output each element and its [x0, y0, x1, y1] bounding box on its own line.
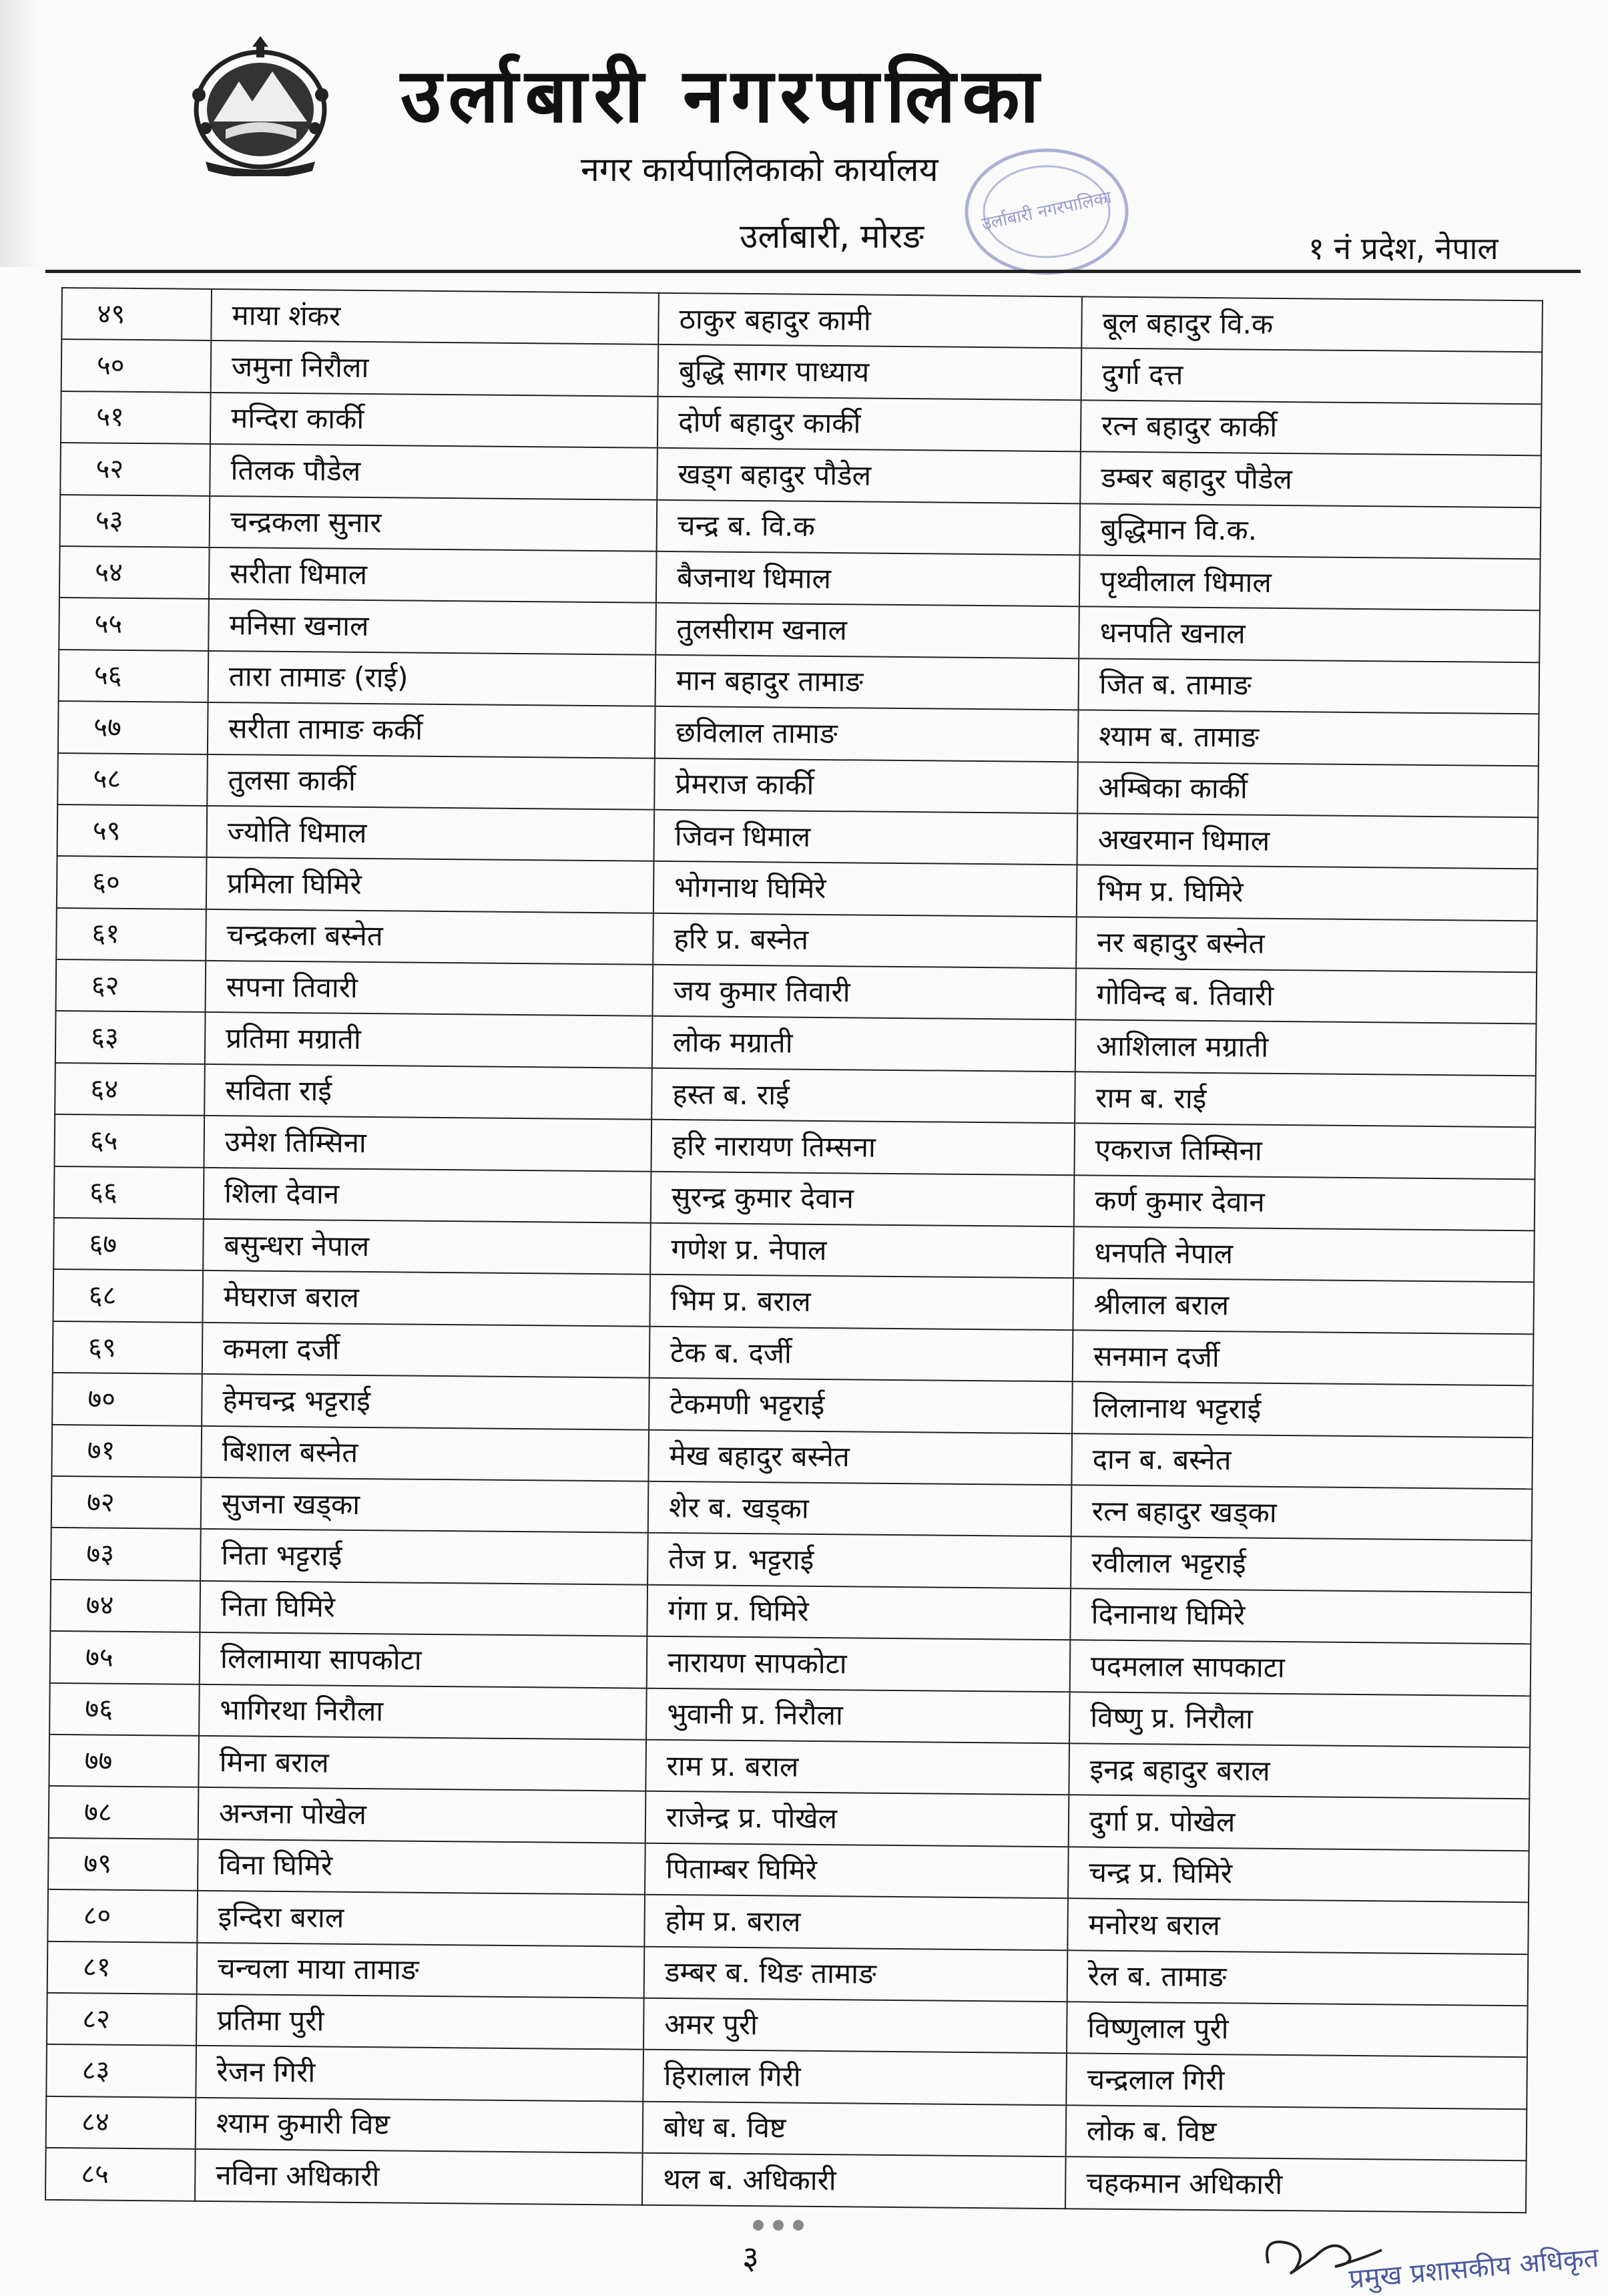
name-cell: तुलसा कार्की [207, 754, 655, 809]
father-name-cell: गंगा प्र. घिमिरे [647, 1585, 1071, 1640]
father-name-cell: लोक मग्राती [652, 1016, 1076, 1072]
stamp-text: उर्लाबारी नगरपालिका [979, 187, 1113, 235]
serial-number-cell: ७९ [48, 1838, 198, 1891]
father-name-cell: मान बहादुर तामाङ [655, 655, 1079, 710]
grandfather-name-cell: दुर्गा दत्त [1081, 349, 1543, 404]
name-cell: चन्द्रकला बस्नेत [206, 909, 653, 965]
serial-number-cell: ६५ [55, 1114, 205, 1167]
father-name-cell: तुलसीराम खनाल [655, 603, 1079, 658]
serial-number-cell: ८२ [47, 1993, 197, 2046]
serial-number-cell: ६४ [55, 1063, 205, 1116]
name-cell: रेजन गिरी [196, 2046, 643, 2101]
name-cell: नविना अधिकारी [195, 2149, 643, 2205]
father-name-cell: होम प्र. बराल [644, 1895, 1068, 1950]
serial-number-cell: ७८ [49, 1786, 199, 1839]
name-cell: भागिरथा निरौला [199, 1684, 647, 1739]
nepal-emblem-icon [179, 35, 342, 176]
grandfather-name-cell: दिनानाथ घिमिरे [1070, 1588, 1531, 1644]
grandfather-name-cell: राम ब. राई [1075, 1072, 1536, 1127]
grandfather-name-cell: धनपति खनाल [1079, 607, 1540, 662]
father-name-cell: हरि प्र. बस्नेत [653, 913, 1077, 968]
name-cell: सविता राई [204, 1064, 652, 1120]
grandfather-name-cell: रत्न बहादुर कार्की [1081, 400, 1542, 455]
name-cell: प्रतिमा पुरी [196, 1994, 644, 2050]
father-name-cell: भिम प्र. बराल [649, 1275, 1073, 1330]
father-name-cell: थल ब. अधिकारी [642, 2153, 1066, 2209]
name-cell: मन्दिरा कार्की [210, 393, 658, 448]
father-name-cell: मेख बहादुर बस्नेत [648, 1429, 1072, 1485]
name-cell: अन्जना पोखेल [198, 1787, 646, 1843]
serial-number-cell: ६९ [53, 1321, 203, 1374]
grandfather-name-cell: बुद्धिमान वि.क. [1080, 503, 1541, 559]
father-name-cell: छविलाल तामाङ [655, 706, 1079, 762]
serial-number-cell: ७१ [51, 1425, 202, 1477]
page-dots [753, 2220, 820, 2233]
serial-number-cell: ७७ [49, 1735, 199, 1787]
name-cell: मनिसा खनाल [208, 599, 656, 654]
serial-number-cell: ५९ [57, 805, 208, 857]
name-cell: सरीता तामाङ कर्की [208, 702, 655, 758]
name-cell: शिला देवान [204, 1168, 651, 1223]
name-cell: विना घिमिरे [198, 1839, 645, 1895]
serial-number-cell: ५१ [61, 391, 211, 444]
grandfather-name-cell: रत्न बहादुर खड्का [1071, 1485, 1533, 1540]
name-cell: सपना तिवारी [206, 961, 653, 1016]
header-divider [45, 270, 1581, 273]
grandfather-name-cell: नर बहादुर बस्नेत [1076, 917, 1537, 972]
serial-number-cell: ८३ [46, 2044, 196, 2097]
office-stamp [960, 142, 1133, 282]
father-name-cell: बैजनाथ धिमाल [656, 551, 1080, 607]
grandfather-name-cell: श्याम ब. तामाङ [1078, 710, 1539, 765]
name-cell: उमेश तिम्सिना [204, 1116, 652, 1171]
father-name-cell: खड्ग बहादुर पौडेल [657, 448, 1081, 503]
father-name-cell: बोध ब. विष्ट [643, 2101, 1067, 2156]
father-name-cell: शेर ब. खड्का [648, 1481, 1072, 1537]
grandfather-name-cell: लिलानाथ भट्टराई [1072, 1381, 1533, 1437]
grandfather-name-cell: जित ब. तामाङ [1079, 658, 1540, 714]
grandfather-name-cell: इनद्र बहादुर बराल [1069, 1743, 1530, 1799]
grandfather-name-cell: चहकमान अधिकारी [1065, 2156, 1527, 2213]
grandfather-name-cell: एकराज तिम्सिना [1074, 1124, 1535, 1179]
father-name-cell: ठाकुर बहादुर कामी [658, 293, 1082, 349]
serial-number-cell: ५८ [57, 752, 208, 805]
grandfather-name-cell: गोविन्द ब. तिवारी [1075, 968, 1537, 1023]
grandfather-name-cell: बूल बहादुर वि.क [1081, 296, 1543, 352]
serial-number-cell: ६६ [54, 1166, 204, 1219]
name-cell: कमला दर्जी [202, 1323, 650, 1378]
father-name-cell: अमर पुरी [643, 1998, 1067, 2054]
grandfather-name-cell: विष्णुलाल पुरी [1067, 2002, 1528, 2057]
page-number: ३ [742, 2239, 759, 2277]
serial-number-cell: ५५ [59, 598, 209, 650]
office-subtitle: नगर कार्यपालिकाको कार्यालय [581, 150, 939, 189]
father-name-cell: चन्द्र ब. वि.क [657, 499, 1081, 555]
municipality-title: उर्लाबारी नगरपालिका [400, 53, 1046, 140]
grandfather-name-cell: भिम प्र. घिमिरे [1077, 865, 1538, 921]
office-address: उर्लाबारी, मोरङ [740, 217, 924, 256]
name-cell: मिना बराल [198, 1736, 646, 1791]
father-name-cell: हस्त ब. राई [651, 1068, 1075, 1124]
serial-number-cell: ५६ [59, 650, 209, 702]
grandfather-name-cell: आशिलाल मग्राती [1075, 1020, 1537, 1076]
name-cell: लिलामाया सापकोटा [200, 1632, 647, 1688]
serial-number-cell: ७४ [50, 1580, 200, 1632]
grandfather-name-cell: पृथ्वीलाल धिमाल [1079, 555, 1541, 610]
name-cell: निता घिमिरे [200, 1581, 647, 1636]
name-cell: सरीता धिमाल [209, 547, 657, 603]
serial-number-cell: ७३ [51, 1528, 201, 1580]
father-name-cell: दोर्ण बहादुर कार्की [657, 397, 1081, 452]
father-name-cell: पिताम्बर घिमिरे [645, 1843, 1069, 1898]
serial-number-cell: ६८ [53, 1269, 203, 1322]
grandfather-name-cell: अम्बिका कार्की [1077, 762, 1539, 817]
scan-edge-shadow [0, 0, 40, 267]
table-body [45, 288, 1543, 2213]
grandfather-name-cell: दुर्गा प्र. पोखेल [1069, 1795, 1530, 1851]
serial-number-cell: ८४ [46, 2096, 196, 2149]
serial-number-cell: ८० [47, 1889, 198, 1942]
serial-number-cell: ७२ [51, 1476, 202, 1529]
name-cell: चन्चला माया तामाङ [197, 1942, 645, 1998]
name-cell: प्रमिला घिमिरे [206, 857, 654, 913]
father-name-cell: हरि नारायण तिम्सना [651, 1120, 1075, 1175]
father-name-cell: जय कुमार तिवारी [653, 965, 1077, 1020]
name-cell: बसुन्धरा नेपाल [203, 1219, 651, 1275]
father-name-cell: राजेन्द्र प्र. पोखेल [645, 1791, 1069, 1847]
name-cell: बिशाल बस्नेत [201, 1425, 649, 1481]
name-cell: निता भट्टराई [200, 1529, 648, 1584]
province-label: १ नं प्रदेश, नेपाल [1308, 230, 1499, 266]
grandfather-name-cell: कर्ण कुमार देवान [1074, 1175, 1535, 1230]
father-name-cell: डम्बर ब. थिङ तामाङ [644, 1946, 1068, 2002]
serial-number-cell: ६१ [56, 908, 206, 961]
father-name-cell: बुद्धि सागर पाध्याय [658, 345, 1082, 400]
serial-number-cell: ६७ [53, 1218, 204, 1271]
name-cell: हेमचन्द्र भट्टराई [202, 1374, 649, 1429]
serial-number-cell: ८१ [47, 1941, 198, 1994]
grandfather-name-cell: मनोरथ बराल [1067, 1898, 1529, 1954]
grandfather-name-cell: पदमलाल सापकाटा [1070, 1640, 1531, 1695]
grandfather-name-cell: धनपति नेपाल [1073, 1226, 1535, 1282]
name-cell: श्याम कुमारी विष्ट [196, 2098, 643, 2153]
serial-number-cell: ७५ [50, 1631, 200, 1684]
name-cell: सुजना खड्का [201, 1477, 649, 1533]
grandfather-name-cell: रेल ब. तामाङ [1067, 1950, 1529, 2006]
serial-number-cell: ६३ [55, 1011, 206, 1064]
grandfather-name-cell: विष्णु प्र. निरौला [1069, 1692, 1531, 1747]
father-name-cell: जिवन धिमाल [654, 810, 1078, 865]
name-cell: तिलक पौडेल [210, 444, 657, 499]
grandfather-name-cell: चन्द्रलाल गिरी [1066, 2054, 1527, 2109]
serial-number-cell: ८५ [45, 2148, 196, 2201]
serial-number-cell: ६० [57, 856, 207, 909]
serial-number-cell: ७६ [49, 1682, 200, 1735]
name-cell: जमुना निरौला [211, 340, 659, 396]
grandfather-name-cell: चन्द्र प्र. घिमिरे [1068, 1847, 1529, 1902]
father-name-cell: टेकमणी भट्टराई [649, 1378, 1073, 1433]
serial-number-cell: ७० [52, 1373, 202, 1425]
grandfather-name-cell: रवीलाल भट्टराई [1071, 1537, 1532, 1592]
father-name-cell: राम प्र. बराल [645, 1740, 1069, 1795]
serial-number-cell: ५० [61, 339, 212, 392]
serial-number-cell: ४९ [61, 288, 212, 340]
father-name-cell: टेक ब. दर्जी [649, 1327, 1073, 1382]
name-cell: तारा तामाङ (राई) [208, 651, 656, 706]
serial-number-cell: ५२ [60, 443, 210, 495]
serial-number-cell: ५४ [59, 546, 210, 599]
father-name-cell: हिरालाल गिरी [643, 2050, 1067, 2105]
signature-label: प्रमुख प्रशासकीय अधिकृत [1347, 2242, 1601, 2295]
grandfather-name-cell: श्रीलाल बराल [1073, 1279, 1534, 1334]
serial-number-cell: ६२ [56, 959, 206, 1012]
father-name-cell: भोगनाथ घिमिरे [653, 861, 1077, 917]
father-name-cell: सुरन्द्र कुमार देवान [651, 1171, 1075, 1226]
serial-number-cell: ५३ [60, 495, 210, 547]
father-name-cell: नारायण सापकोटा [647, 1636, 1071, 1692]
grandfather-name-cell: डम्बर बहादुर पौडेल [1080, 452, 1541, 507]
father-name-cell: भुवानी प्र. निरौला [646, 1688, 1070, 1743]
father-name-cell: तेज प्र. भट्टराई [647, 1533, 1071, 1588]
name-cell: इन्दिरा बराल [197, 1891, 645, 1946]
father-name-cell: प्रेमराज कार्की [654, 758, 1078, 813]
beneficiary-table [45, 287, 1543, 2213]
name-cell: चन्द्रकला सुनार [210, 496, 657, 551]
name-cell: प्रतिमा मग्राती [205, 1012, 653, 1068]
father-name-cell: गणेश प्र. नेपाल [650, 1223, 1074, 1279]
grandfather-name-cell: अखरमान धिमाल [1077, 813, 1539, 869]
name-cell: मेघराज बराल [202, 1271, 650, 1326]
grandfather-name-cell: दान ब. बस्नेत [1071, 1433, 1533, 1489]
grandfather-name-cell: लोक ब. विष्ट [1066, 2105, 1527, 2160]
grandfather-name-cell: सनमान दर्जी [1073, 1330, 1534, 1385]
name-cell: माया शंकर [211, 289, 659, 345]
serial-number-cell: ५७ [58, 701, 208, 754]
name-cell: ज्योति धिमाल [207, 806, 655, 861]
